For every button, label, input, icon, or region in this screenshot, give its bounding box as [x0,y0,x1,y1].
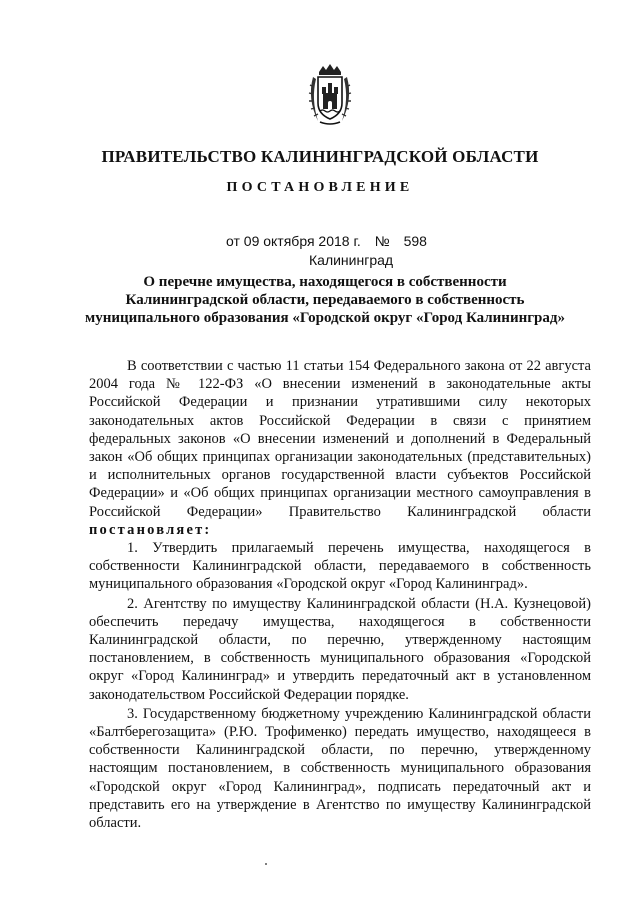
clause-2: 2. Агентству по имуществу Калининградской области (Н.А. Кузнецовой) обеспечить передачу имущества, находящегося в собственности Калининградской области, по перечню, утвержденному настоящим постановлением, в собственность муниципального образования «Городской округ «Город Калининград» и утвердить передаточный акт в установленном законодательством Российской Федерации порядке. [89,595,591,703]
city-name: Калининград [309,252,394,268]
document-type: ПОСТАНОВЛЕНИЕ [226,180,414,195]
date-number-line [226,233,427,249]
coat-of-arms-icon [305,63,355,127]
document-subject [60,273,590,327]
subject-line: муниципального образования «Городской округ «Город Калининград» [85,310,565,326]
document-body [89,357,591,832]
document-number: 598 [403,233,427,249]
resolves-word: постановляет: [89,521,212,538]
preamble-text: В соответствии с частью 11 статьи 154 Федерального закона от 22 августа 2004 года № 122-ФЗ «О внесении изменений в законодательные акты Российской Федерации и признании утратившими силу некоторых законодательных актов Российской Федерации в связи с принятием федеральных законов «О внесении изменений и дополнений в Федеральный закон «Об общих принципах организации законодательных (представительных) и исполнительных органов государственной власти субъектов Российской Федерации» и «Об общих принципах организации местного самоуправления в Российской Федерации» Правительство Калининградской области [89,358,591,520]
subject-line: Калининградской области, передаваемого в собственность [125,292,525,308]
preamble-paragraph [89,357,591,539]
number-sign: № [374,233,390,249]
clause-1: 1. Утвердить прилагаемый перечень имущества, находящегося в собственности Калининградской области, передаваемого в собственность муниципального образования «Городской округ «Город Калининград». [89,540,591,593]
scan-artifact [265,863,267,865]
subject-line: О перечне имущества, находящегося в собственности [143,274,507,290]
document-date: от 09 октября 2018 г. [226,233,361,249]
clause-3: 3. Государственному бюджетному учреждению Калининградской области «Балтберегозащита» (Р.Ю. Трофименко) передать имущество, находящееся в собственности Калининградской области, по перечню, утвержденному настоящим постановлением, в собственность муниципального образования «Городской округ «Город Калининград», подписать передаточный акт и представить его на утверждение в Агентство по имуществу Калининградской области. [89,705,591,832]
government-name: ПРАВИТЕЛЬСТВО КАЛИНИНГРАДСКОЙ ОБЛАСТИ [101,147,539,166]
